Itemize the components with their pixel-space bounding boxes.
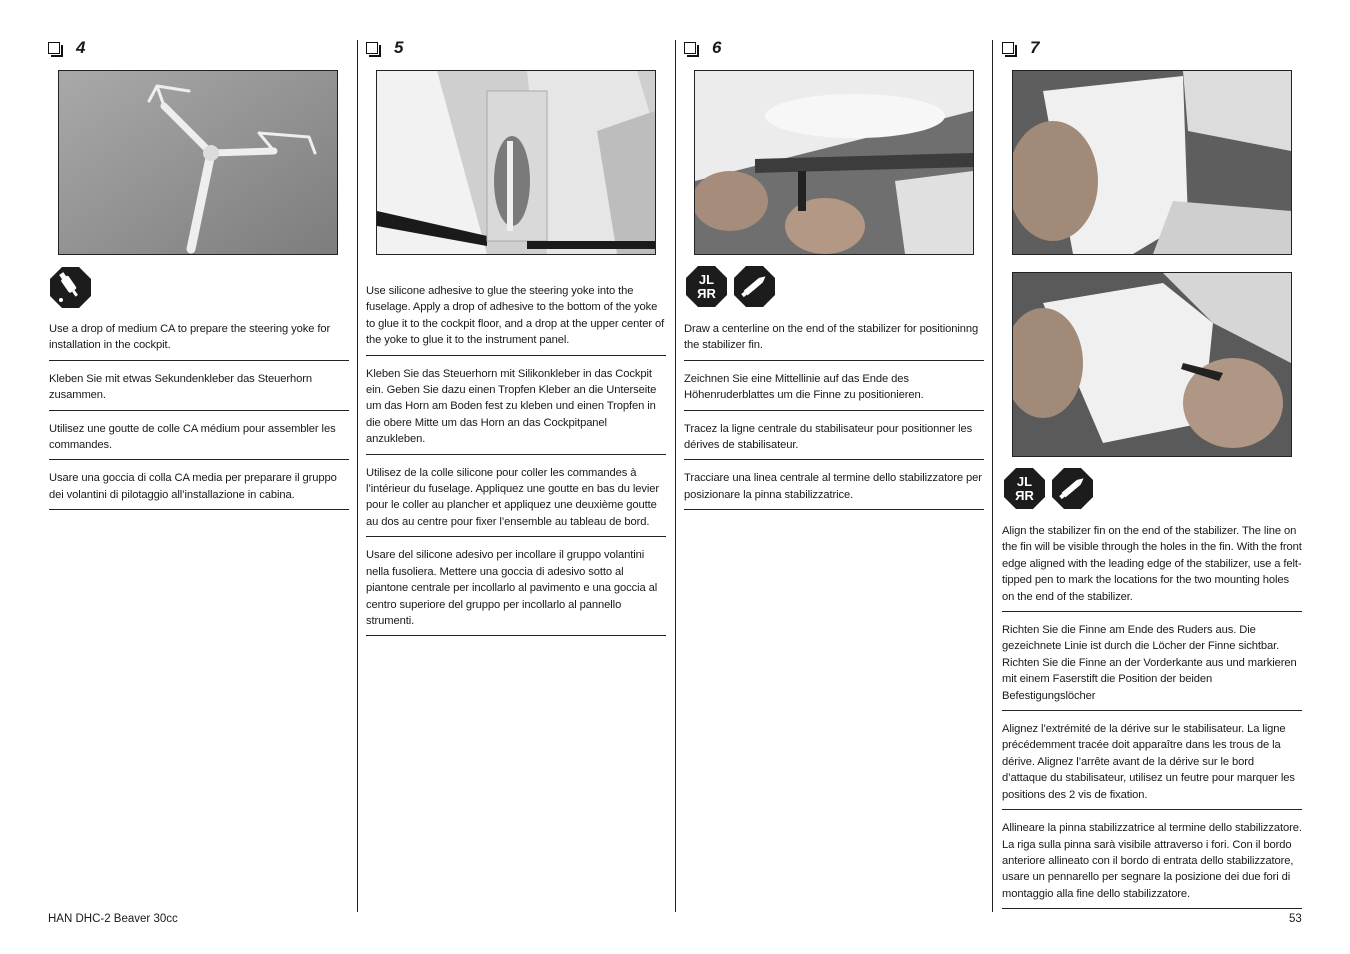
paragraph-it: Usare una goccia di colla CA media per preparare il gruppo dei volantini di pilotaggio all’installazione in cabina. [49, 468, 349, 510]
step-number: 5 [394, 38, 404, 57]
paragraph-de: Kleben Sie mit etwas Sekundenkleber das Steuerhorn zusammen. [49, 369, 349, 411]
step-checkbox[interactable] [1002, 42, 1014, 54]
svg-text:JL: JL [1016, 474, 1033, 489]
paragraph-fr: Tracez la ligne centrale du stabilisateur pour positionner les dérives de stabilisateur. [684, 419, 984, 461]
footer-product-name: HAN DHC-2 Beaver 30cc [48, 913, 178, 925]
step-5-column [366, 38, 666, 58]
svg-text:ЯR: ЯR [697, 286, 716, 301]
left-right-symmetry-icon [1003, 467, 1046, 510]
svg-text:ЯR: ЯR [1015, 488, 1034, 503]
paragraph-en: Use a drop of medium CA to prepare the steering yoke for installation in the cockpit. [49, 319, 349, 361]
marker-pen-icon [1051, 467, 1094, 510]
footer-page-number: 53 [1289, 913, 1302, 925]
step-checkbox[interactable] [48, 42, 60, 54]
step-4-column [48, 38, 348, 58]
step-7-text [1002, 521, 1302, 917]
step-6-photo-stabilizer-centerline [694, 70, 974, 255]
paragraph-fr: Utilisez de la colle silicone pour coller les commandes à l’intérieur du fuselage. Appliquez une goutte en bas du levier pour le coller au plancher et appliquez une deuxième goutte au dos au centre pour fixer l’ensemble au tableau de bord. [366, 463, 666, 538]
paragraph-de: Zeichnen Sie eine Mittellinie auf das Ende des Höhenruderblattes um die Finne zu positionieren. [684, 369, 984, 411]
paragraph-fr: Utilisez une goutte de colle CA médium pour assembler les commandes. [49, 419, 349, 461]
svg-text:JL: JL [698, 272, 715, 287]
paragraph-de: Kleben Sie das Steuerhorn mit Silikonkleber in das Cockpit ein. Geben Sie dazu einen Tropfen Kleber an die Unterseite um das Horn am Boden fest zu kleben und einen Tropfen in die obere Mitte um das Horn an das Cockpitpanel anzukleben. [366, 364, 666, 455]
paragraph-de: Richten Sie die Finne am Ende des Ruders aus. Die gezeichnete Linie ist durch die Löcher der Finne sichtbar. Richten Sie die Finne an der Vorderkante aus und markieren mit einem Faserstift die Position der beiden Befestigungslöcher [1002, 620, 1302, 711]
paragraph-it: Usare del silicone adesivo per incollare il gruppo volantini nella fusoliera. Mettere una goccia di adesivo sotto al piantone centrale per incollarlo al pavimento e una goccia al centro superiore del gruppo per incollarlo al pannello strumenti. [366, 545, 666, 636]
column-divider [992, 40, 993, 912]
step-7-photo-mark-holes [1012, 272, 1292, 457]
paragraph-it: Allineare la pinna stabilizzatrice al termine dello stabilizzatore. La riga sulla pinna sarà visibile attraverso i fori. Con il bordo anteriore allineato con il bordo di entrata dello stabilizzatore, usare un pennarello per segnare la posizione dei due fori di montaggio alla fine dello stabilizzatore. [1002, 818, 1302, 909]
column-divider [357, 40, 358, 912]
column-divider [675, 40, 676, 912]
step-checkbox[interactable] [684, 42, 696, 54]
step-5-heading [366, 38, 666, 58]
ca-glue-icon [49, 266, 92, 309]
step-4-photo-steering-yoke [58, 70, 338, 255]
left-right-symmetry-icon [685, 265, 728, 308]
step-7-column [1002, 38, 1302, 58]
paragraph-en: Align the stabilizer fin on the end of the stabilizer. The line on the fin will be visible through the holes in the fin. With the front edge aligned with the leading edge of the stabilizer, use a felt-tipped pen to mark the locations for the two mounting holes on the end of the stabilizer. [1002, 521, 1302, 612]
step-6-text [684, 319, 984, 518]
step-5-text [366, 281, 666, 644]
step-number: 6 [712, 38, 722, 57]
marker-pen-icon [733, 265, 776, 308]
paragraph-it: Tracciare una linea centrale al termine dello stabilizzatore per posizionare la pinna stabilizzatrice. [684, 468, 984, 510]
paragraph-en: Use silicone adhesive to glue the steering yoke into the fuselage. Apply a drop of adhesive to the bottom of the yoke to glue it to the cockpit floor, and a drop at the upper center of the yoke to glue it to the instrument panel. [366, 281, 666, 356]
paragraph-fr: Alignez l’extrémité de la dérive sur le stabilisateur. La ligne précédemment tracée doit apparaître dans les trous de la dérive. Alignez l’arrête avant de la dérive sur le bord d’attaque du stabilisateur, utilisez un feutre pour marquer les positions des 2 vis de fixation. [1002, 719, 1302, 810]
paragraph-en: Draw a centerline on the end of the stabilizer for positioninng the stabilizer fin. [684, 319, 984, 361]
step-7-heading [1002, 38, 1302, 58]
step-7-photo-fin-align [1012, 70, 1292, 255]
step-4-text [49, 319, 349, 518]
step-6-column [684, 38, 984, 58]
step-6-heading [684, 38, 984, 58]
step-4-heading [48, 38, 348, 58]
step-checkbox[interactable] [366, 42, 378, 54]
step-number: 4 [76, 38, 86, 57]
step-number: 7 [1030, 38, 1040, 57]
step-5-photo-cockpit [376, 70, 656, 255]
